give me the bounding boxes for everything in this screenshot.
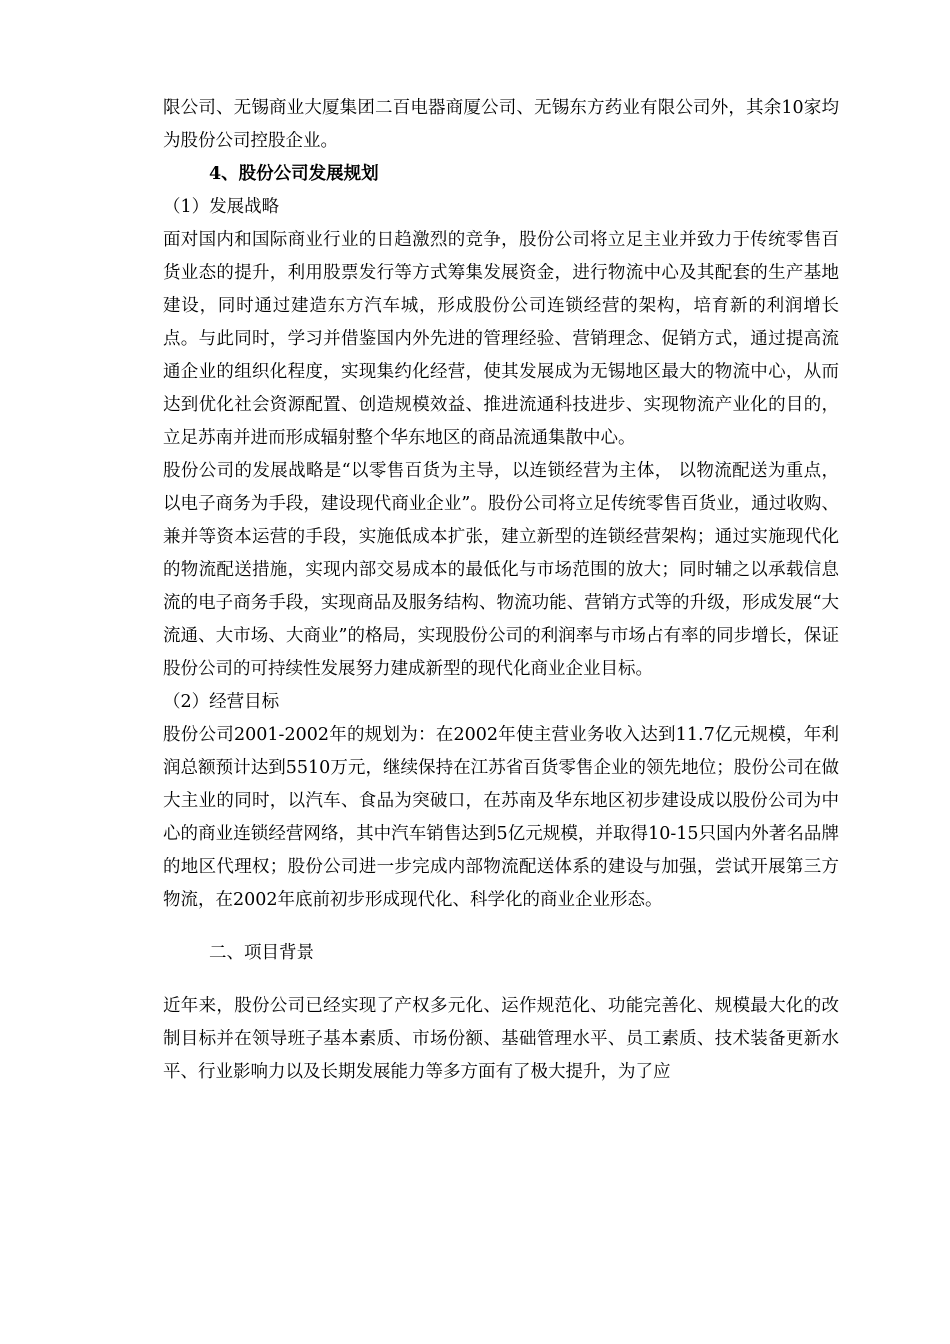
goals-paragraph: 股份公司2001-2002年的规划为：在2002年使主营业务收入达到11.7亿元规模，年利润总额预计达到5510万元，继续保持在江苏省百货零售企业的领先地位；股份公司在做大主业的同时，以汽车、食品为突破口，在苏南及华东地区初步建设成以股份公司为中心的商业连锁经营网络，其中汽车销售达到5亿元规模，并取得10-15只国内外著名品牌的地区代理权；股份公司进一步完成内部物流配送体系的建设与加强，尝试开展第三方物流，在2002年底前初步形成现代化、科学化的商业企业形态。 (163, 725, 839, 910)
strategy-paragraph-1: 面对国内和国际商业行业的日趋激烈的竞争，股份公司将立足主业并致力于传统零售百货业态的提升，利用股票发行等方式筹集发展资金，进行物流中心及其配套的生产基地建设，同时通过建造东方汽车城，形成股份公司连锁经营的架构，培育新的利润增长点。与此同时，学习并借鉴国内外先进的管理经验、营销理念、促销方式，通过提高流通企业的组织化程度，实现集约化经营，使其发展成为无锡地区最大的物流中心，从而达到优化社会资源配置、创造规模效益、推进流通科技进步、实现物流产业化的目的，立足苏南并进而形成辐射整个华东地区的商品流通集散中心。 (163, 230, 839, 448)
strategy-paragraph-2: 股份公司的发展战略是“以零售百货为主导，以连锁经营为主体， 以物流配送为重点，以电子商务为手段，建设现代商业企业”。股份公司将立足传统零售百货业，通过收购、兼并等资本运营的手段，实施低成本扩张，建立新型的连锁经营架构；通过实施现代化的物流配送措施，实现内部交易成本的最低化与市场范围的放大；同时辅之以承载信息流的电子商务手段，实现商品及服务结构、物流功能、营销方式等的升级，形成发展“大流通、大市场、大商业”的格局，实现股份公司的利润率与市场占有率的同步增长，保证股份公司的可持续性发展努力建成新型的现代化商业企业目标。 (163, 461, 839, 679)
intro-paragraph: 限公司、无锡商业大厦集团二百电器商厦公司、无锡东方药业有限公司外，其余10家均为股份公司控股企业。 (163, 98, 839, 151)
development-plan-heading: 4、股份公司发展规划 (209, 164, 379, 184)
background-paragraph: 近年来，股份公司已经实现了产权多元化、运作规范化、功能完善化、规模最大化的改制目标并在领导班子基本素质、市场份额、基础管理水平、员工素质、技术装备更新水平、行业影响力以及长期发展能力等多方面有了极大提升，为了应 (163, 996, 839, 1082)
strategy-subheading: （1）发展战略 (163, 197, 280, 217)
goals-subheading: （2）经营目标 (163, 692, 280, 712)
document-page (163, 92, 839, 1089)
project-background-heading: 二、项目背景 (209, 943, 314, 963)
section-spacer (163, 917, 839, 937)
section-spacer (163, 970, 839, 990)
